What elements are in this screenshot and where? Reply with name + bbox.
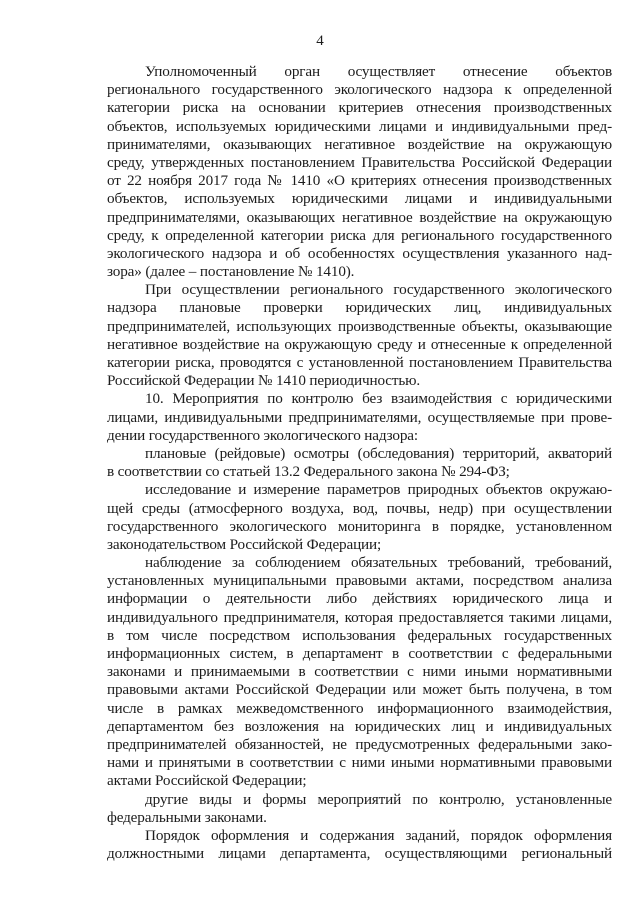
paragraph-line: надзора плановые проверки юридических лиц, индивидуальных: [107, 299, 612, 317]
paragraph-line: установленных муниципальными правовыми актами, посредством анализа: [107, 572, 612, 590]
paragraph-line: 10. Мероприятия по контролю без взаимодействия с юридическими: [145, 390, 612, 408]
paragraph-line: числе в рамках межведомственного информационного взаимодействия,: [107, 699, 612, 717]
paragraph-line: лицами, индивидуальными предпринимателями, осуществляемые при прове-: [107, 408, 612, 426]
paragraph-line: дении государственного экологического надзора:: [107, 426, 418, 444]
paragraph-line: исследование и измерение параметров природных объектов окружаю-: [145, 481, 612, 499]
paragraph-line: категории риска, проводятся с установленной постановлением Правительства: [107, 354, 612, 371]
paragraph-line: информации о деятельности либо действиях юридического лица и: [107, 590, 612, 608]
paragraph-line: законодательством Российской Федерации;: [107, 535, 382, 553]
paragraph-line: нами и принятыми в соответствии с ними иными нормативными правовыми: [107, 754, 612, 772]
paragraph-line: индивидуального предпринимателя, которая предоставляется такими лицами,: [107, 608, 612, 626]
paragraph-line: экологического надзора и об особенностях осуществления указанного над-: [107, 244, 612, 262]
paragraph-line: должностными лицами департамента, осуществляющими региональный: [107, 845, 612, 863]
paragraph-line: предпринимателей, использующих производственные объекты, оказывающие: [107, 317, 612, 335]
paragraph-line: от 22 ноября 2017 года № 1410 «О критериях отнесения производственных: [107, 172, 612, 190]
paragraph: [107, 445, 612, 481]
paragraph-line: федеральными законами.: [107, 808, 267, 826]
paragraph-line: предпринимателями, оказывающих негативное воздействие на окружающую: [107, 208, 612, 226]
document-body: [107, 63, 612, 863]
paragraph: [107, 791, 612, 827]
paragraph-line: наблюдение за соблюдением обязательных требований, требований,: [145, 554, 612, 572]
paragraph: [107, 481, 612, 554]
paragraph-line: принимателями, оказывающих негативное воздействие на окружающую: [107, 135, 612, 153]
paragraph-line: в том числе посредством использования федеральных государственных: [107, 626, 612, 644]
paragraph: [107, 281, 612, 390]
paragraph-line: категории риска на основании критериев отнесения производственных: [107, 99, 612, 117]
paragraph-line: объектов, используемых юридическими лицами и индивидуальными пред-: [107, 117, 612, 135]
paragraph-line: актами Российской Федерации;: [107, 772, 307, 790]
paragraph-line: другие виды и формы мероприятий по контролю, установленные: [145, 790, 612, 808]
paragraph-line: правовыми актами Российской Федерации или может быть получена, в том: [107, 681, 612, 699]
paragraph: [107, 63, 612, 281]
paragraph-line: щей среды (атмосферного воздуха, вод, почвы, недр) при осуществлении: [107, 499, 612, 517]
paragraph: [107, 554, 612, 790]
page-number: 4: [316, 33, 324, 49]
paragraph-line: законами и принимаемыми в соответствии с ними иными нормативными: [107, 663, 612, 681]
paragraph-line: департаментом без возложения на юридических лиц и индивидуальных: [107, 717, 612, 735]
paragraph-line: объектов, используемых юридическими лицами и индивидуальными: [107, 190, 612, 208]
paragraph-line: негативное воздействие на окружающую среду и отнесенные к определенной: [107, 335, 612, 353]
paragraph-line: Российской Федерации № 1410 периодичностью.: [107, 372, 420, 390]
paragraph-line: информационных систем, в департамент в соответствии с федеральными: [107, 645, 612, 662]
paragraph-line: регионального государственного экологического надзора к определенной: [107, 81, 612, 99]
paragraph: [107, 827, 612, 863]
paragraph-line: государственного экологического мониторинга в порядке, установленном: [107, 517, 612, 535]
paragraph-line: среду, к определенной категории риска для регионального государственного: [107, 226, 612, 244]
paragraph-line: предпринимателей обязанностей, не предусмотренных федеральными зако-: [107, 735, 612, 753]
paragraph: [107, 390, 612, 445]
paragraph-line: Уполномоченный орган осуществляет отнесение объектов: [145, 63, 612, 80]
paragraph-line: плановые (рейдовые) осмотры (обследования) территорий, акваторий: [145, 444, 612, 462]
paragraph-line: Порядок оформления и содержания заданий, порядок оформления: [145, 826, 612, 844]
paragraph-line: среду, утвержденных постановлением Правительства Российской Федерации: [107, 153, 612, 171]
paragraph-line: в соответствии со статьей 13.2 Федерального закона № 294-ФЗ;: [107, 463, 510, 481]
paragraph-line: При осуществлении регионального государственного экологического: [145, 281, 612, 299]
paragraph-line: зора» (далее – постановление № 1410).: [107, 263, 355, 281]
